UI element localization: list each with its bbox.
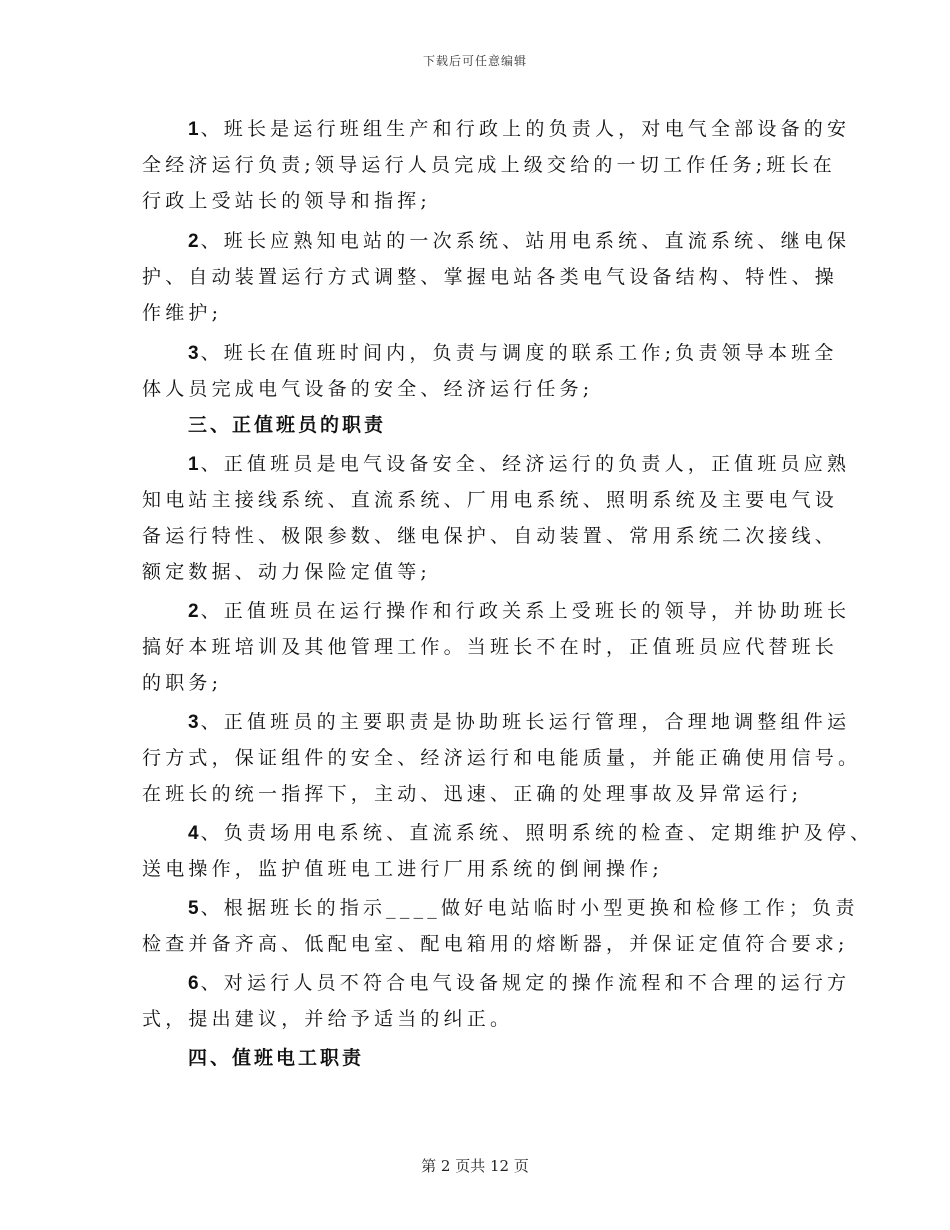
section-heading: 三、正值班员的职责	[188, 414, 387, 436]
paragraph-line: 护、自动装置运行方式调整、掌握电站各类电气设备结构、特性、操	[142, 266, 839, 288]
paragraph-text: 、根据班长的指示____做好电站临时小型更换和检修工作；负责	[200, 897, 859, 919]
paragraph-line: 全经济运行负责;领导运行人员完成上级交给的一切工作任务;班长在	[142, 154, 837, 176]
paragraph-line: 知电站主接线系统、直流系统、厂用电系统、照明系统及主要电气设	[142, 489, 839, 511]
paragraph-line: 的职务;	[142, 672, 223, 694]
paragraph-line: 检查并备齐高、低配电室、配电箱用的熔断器，并保证定值符合要求;	[142, 933, 849, 955]
paragraph-text: 、正值班员的主要职责是协助班长运行管理，合理地调整组件运	[200, 711, 851, 733]
paragraph-line	[188, 117, 850, 142]
section-heading: 四、值班电工职责	[188, 1047, 365, 1069]
item-number: 1	[188, 454, 199, 475]
paragraph-line: 作维护;	[142, 302, 223, 324]
paragraph-text: 、班长在值班时间内，负责与调度的联系工作;负责领导本班全	[200, 342, 838, 364]
paragraph-line: 送电操作，监护值班电工进行厂用系统的倒闸操作;	[142, 858, 664, 880]
item-number: 3	[188, 712, 199, 733]
paragraph-line: 额定数据、动力保险定值等;	[142, 561, 432, 583]
paragraph-text: 、班长是运行班组生产和行政上的负责人，对电气全部设备的安	[200, 118, 851, 140]
paragraph-text: 、对运行人员不符合电气设备规定的操作流程和不合理的运行方	[200, 972, 851, 994]
paragraph-line	[188, 821, 873, 846]
page-footer-page-info: 第 2 页共 12 页	[421, 1157, 529, 1175]
paragraph-line: 备运行特性、极限参数、继电保护、自动装置、常用系统二次接线、	[142, 525, 839, 547]
paragraph-line: 在班长的统一指挥下，主动、迅速、正确的处理事故及异常运行;	[142, 783, 803, 805]
item-number: 4	[188, 823, 199, 844]
paragraph-line: 搞好本班培训及其他管理工作。当班长不在时，正值班员应代替班长	[142, 636, 839, 658]
item-number: 2	[188, 231, 199, 252]
item-number: 1	[188, 119, 199, 140]
paragraph-text: 、负责场用电系统、直流系统、照明系统的检查、定期维护及停、	[200, 822, 874, 844]
paragraph-line: 体人员完成电气设备的安全、经济运行任务;	[142, 378, 594, 400]
item-number: 2	[188, 601, 199, 622]
paragraph-line	[188, 971, 850, 996]
paragraph-line: 式，提出建议，并给予适当的纠正。	[142, 1008, 514, 1030]
item-number: 6	[188, 973, 199, 994]
paragraph-line	[188, 341, 838, 366]
page-header-note: 下载后可任意编辑	[422, 54, 527, 68]
paragraph-line: 行方式，保证组件的安全、经济运行和电能质量，并能正确使用信号。	[142, 747, 862, 769]
paragraph-line	[188, 599, 850, 624]
paragraph-line	[188, 229, 850, 254]
paragraph-text: 、班长应熟知电站的一次系统、站用电系统、直流系统、继电保	[200, 230, 851, 252]
paragraph-line: 行政上受站长的领导和指挥;	[142, 190, 432, 212]
paragraph-text: 、正值班员在运行操作和行政关系上受班长的领导，并协助班长	[200, 600, 851, 622]
paragraph-line	[188, 710, 850, 735]
item-number: 3	[188, 343, 199, 364]
paragraph-line	[188, 452, 850, 477]
paragraph-text: 、正值班员是电气设备安全、经济运行的负责人，正值班员应熟	[200, 453, 851, 475]
item-number: 5	[188, 898, 199, 919]
paragraph-line	[188, 896, 859, 921]
